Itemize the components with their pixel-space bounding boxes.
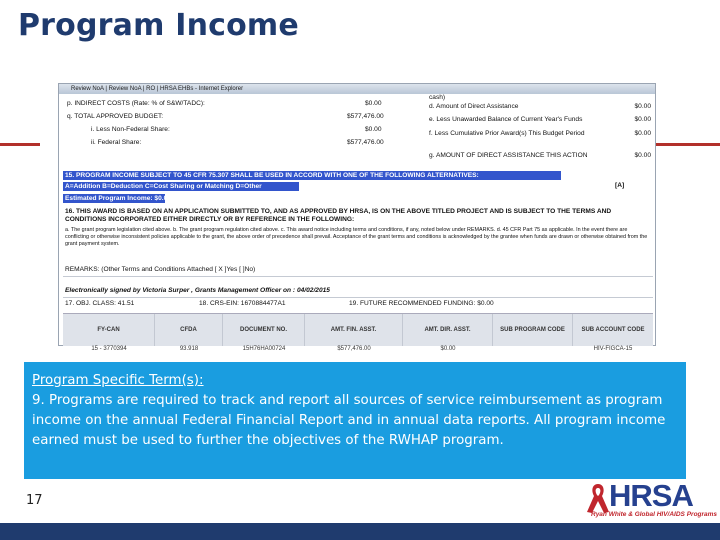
budget-row-total: q. TOTAL APPROVED BUDGET: $577,476.00 — [67, 113, 384, 120]
col-amt-dir: AMT. DIR. ASST. — [403, 314, 493, 346]
item19-future-funding: 19. FUTURE RECOMMENDED FUNDING: $0.00 — [349, 300, 494, 307]
program-term-text: 9. Programs are required to track and report all sources of service reimbursement as program income on the annual Federal Financial Report and in annual data reports. All program income earned must be used to further the objectives of the RWHAP program. — [32, 393, 666, 448]
cell-sub-program — [493, 346, 573, 352]
col-document-no: DOCUMENT NO. — [223, 314, 305, 346]
budget-right-unawarded: e. Less Unawarded Balance of Current Year's Funds $0.00 — [429, 116, 651, 123]
item17-objclass: 17. OBJ. CLASS: 41.51 — [65, 300, 135, 307]
col-sub-program: SUB PROGRAM CODE — [493, 314, 573, 346]
item16-heading: 16. THIS AWARD IS BASED ON AN APPLICATION SUBMITTED TO, AND AS APPROVED BY HRSA, IS ON THE ABOVE TITLED PROJECT AND IS SUBJECT TO THE TERMS AND CONDITIONS INCORPORATED EITHER DIRECTLY OR BY REFERENCE IN THE FOLLOWING: — [65, 208, 612, 223]
col-cfda: CFDA — [155, 314, 223, 346]
budget-row-nonfederal: i. Less Non-Federal Share: $0.00 — [91, 126, 382, 133]
cell-document-no: 15H76HA00724 — [242, 346, 286, 352]
cell-amt-fin: $577,476.00 — [337, 346, 371, 352]
table-row — [63, 346, 653, 352]
item15-options: A=Addition B=Deduction C=Cost Sharing or Matching D=Other — [63, 182, 299, 191]
cell-amt-dir: $0.00 — [440, 346, 456, 352]
estimated-program-income: Estimated Program Income: $0.00 — [65, 195, 171, 202]
budget-row-federal: ii. Federal Share: $577,476.00 — [91, 139, 384, 146]
footer-bar — [0, 523, 720, 540]
funding-table-header — [63, 313, 653, 346]
program-term-callout — [24, 362, 686, 479]
budget-right-this-action: g. AMOUNT OF DIRECT ASSISTANCE THIS ACTION $0.00 — [429, 152, 651, 159]
divider — [63, 297, 653, 298]
cell-sub-account: HIV-FIGCA-15 — [593, 346, 633, 352]
cell-fy-can: 15 - 3770394 — [91, 346, 127, 352]
divider — [63, 276, 653, 277]
budget-right-prior: f. Less Cumulative Prior Award(s) This Budget Period $0.00 — [429, 130, 651, 137]
budget-right-direct: d. Amount of Direct Assistance $0.00 — [429, 103, 651, 110]
notice-of-award-body — [59, 94, 655, 352]
slide-number: 17 — [26, 493, 43, 508]
budget-right-cash: cash) — [429, 94, 446, 101]
slide-title: Program Income — [18, 8, 299, 43]
col-fy-can: FY-CAN — [63, 314, 155, 346]
col-amt-fin: AMT. FIN. ASST. — [305, 314, 403, 346]
notice-of-award-screenshot — [58, 83, 656, 352]
program-term-heading: Program Specific Term(s): — [32, 373, 204, 388]
hrsa-subtitle: Ryan White & Global HIV/AIDS Programs — [591, 511, 718, 518]
item18-ein: 18. CRS-EIN: 1670884477A1 — [199, 300, 286, 307]
browser-titlebar: Review NoA | Review NoA | RO | HRSA EHBs - Internet Explorer — [59, 84, 655, 94]
budget-row-indirect: p. INDIRECT COSTS (Rate: % of S&W/TADC): $0.00 — [67, 100, 382, 107]
signature-line: Electronically signed by Victoria Surper , Grants Management Officer on : 04/02/2015 — [65, 287, 330, 294]
hrsa-logo — [583, 478, 718, 520]
cell-cfda: 93.918 — [179, 346, 199, 352]
item15-heading: 15. PROGRAM INCOME SUBJECT TO 45 CFR 75.307 SHALL BE USED IN ACCORD WITH ONE OF THE FOLLOWING ALTERNATIVES: — [63, 171, 561, 180]
item15-selected: [A] — [615, 182, 625, 189]
accent-line-right — [652, 143, 720, 146]
item16-text: a. The grant program legislation cited above. b. The grant program regulation cited above. c. This award notice including terms and conditions, if any, noted below under REMARKS. d. 45 CFR Part 75 as applicable. In the event there are conflicting or otherwise inconsistent policies applicable to the grant, the above order of precedence shall prevail. Acceptance of the grant terms and conditions is acknowledged by the grantee when funds are drawn or otherwise obtained from the grant payment system. — [65, 227, 648, 247]
accent-line-left — [0, 143, 40, 146]
remarks-line: REMARKS: (Other Terms and Conditions Attached [ X ]Yes [ ]No) — [65, 266, 256, 273]
col-sub-account: SUB ACCOUNT CODE — [581, 327, 645, 333]
hrsa-wordmark: HRSA — [609, 478, 693, 513]
